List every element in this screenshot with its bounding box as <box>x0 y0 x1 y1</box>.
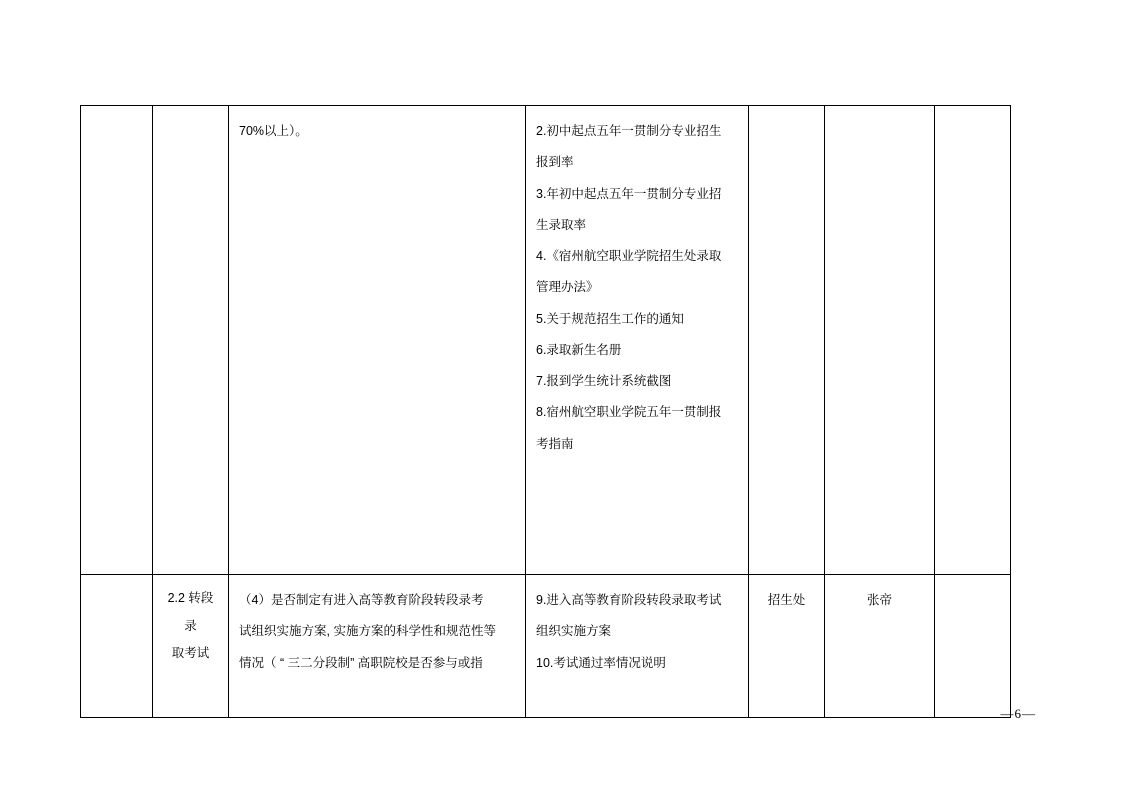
cell-evidence <box>526 575 749 718</box>
cell-department <box>749 106 825 575</box>
evidence-line: 3.年初中起点五年一贯制分专业招 <box>536 186 722 201</box>
evidence-line: 考指南 <box>536 436 574 451</box>
table-row <box>81 575 1011 718</box>
description-line: 70%以上）。 <box>239 124 308 138</box>
cell-remark <box>935 575 1011 718</box>
cell-subcategory <box>153 106 229 575</box>
content-table <box>80 105 1011 718</box>
cell-category <box>81 106 153 575</box>
evidence-line: 10.考试通过率情况说明 <box>536 655 666 670</box>
cell-remark <box>935 106 1011 575</box>
evidence-line: 生录取率 <box>536 217 587 232</box>
cell-person <box>825 106 935 575</box>
cell-description <box>229 106 526 575</box>
evidence-line: 2.初中起点五年一贯制分专业招生 <box>536 124 722 138</box>
evidence-line: 6.录取新生名册 <box>536 342 622 357</box>
evidence-line: 8.宿州航空职业学院五年一贯制报 <box>536 405 722 420</box>
description-line: 试组织实施方案, 实施方案的科学性和规范性等 <box>239 624 496 639</box>
evidence-line: 组织实施方案 <box>536 624 612 639</box>
evidence-line: 管理办法》 <box>536 280 599 295</box>
description-line: 情况（ “ 三二分段制” 高职院校是否参与或指 <box>239 655 483 670</box>
cell-person: 张帝 <box>825 575 935 718</box>
evidence-line: 9.进入高等教育阶段转段录取考试 <box>536 593 722 607</box>
cell-department: 招生处 <box>749 575 825 718</box>
cell-description <box>229 575 526 718</box>
cell-evidence <box>526 106 749 575</box>
evidence-line: 7.报到学生统计系统截图 <box>536 374 672 388</box>
page-number: —6— <box>1000 706 1036 721</box>
evidence-line: 5.关于规范招生工作的通知 <box>536 311 684 326</box>
table-row <box>81 106 1011 575</box>
cell-category <box>81 575 153 718</box>
subcategory-line: 2.2 转段录 <box>167 591 214 633</box>
evidence-line: 报到率 <box>536 155 574 170</box>
evidence-line: 4.《宿州航空职业学院招生处录取 <box>536 249 722 263</box>
description-line: （4）是否制定有进入高等教育阶段转段录考 <box>239 593 484 607</box>
cell-subcategory <box>153 575 229 718</box>
subcategory-line: 取考试 <box>171 646 210 660</box>
